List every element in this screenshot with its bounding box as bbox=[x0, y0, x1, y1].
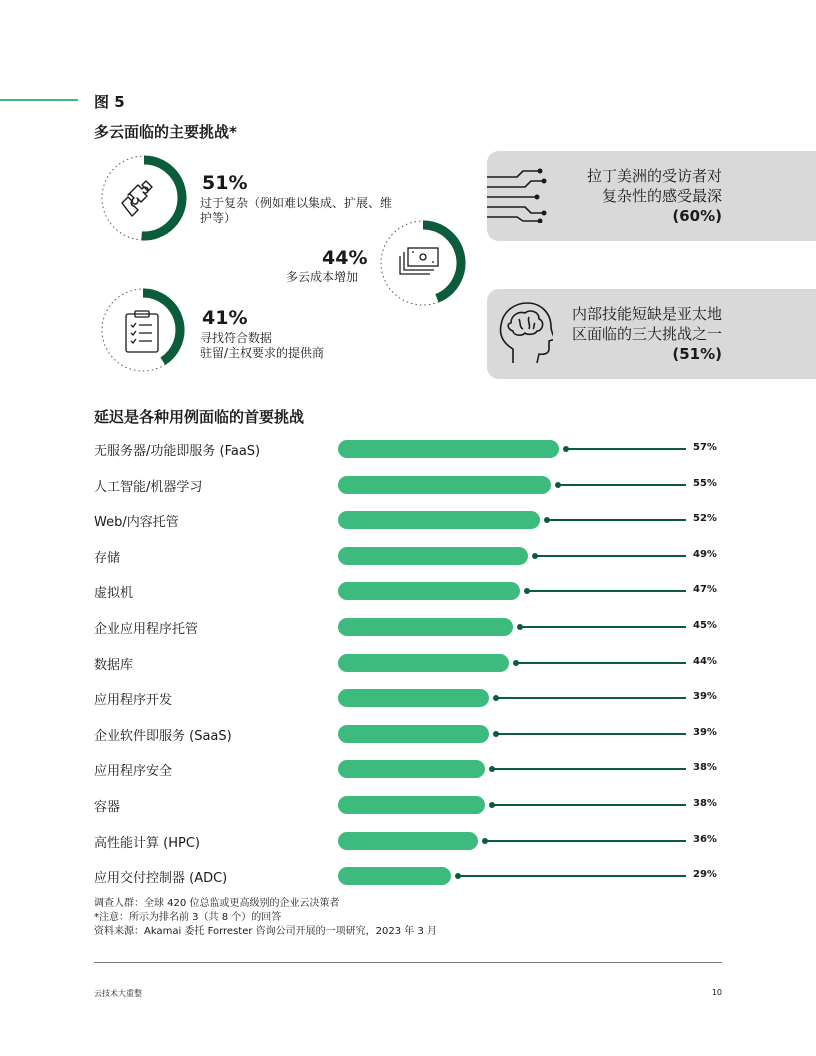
bar-value-label: 57% bbox=[693, 442, 717, 453]
puzzle-icon bbox=[122, 181, 152, 216]
ring-arc-44 bbox=[423, 225, 461, 298]
notes bbox=[94, 897, 437, 939]
bar bbox=[338, 796, 485, 814]
bar-leader-line bbox=[516, 662, 686, 664]
bar-value-label: 49% bbox=[693, 548, 717, 560]
bar-row bbox=[0, 546, 816, 566]
callout-apac-line3: (51%) bbox=[672, 345, 722, 363]
bar-leader-line bbox=[558, 484, 686, 486]
bar bbox=[338, 476, 551, 494]
bar-leader-line bbox=[527, 590, 686, 592]
stat-desc-complexity bbox=[200, 196, 392, 226]
stat-desc-residency-line1: 寻找符合数据 bbox=[200, 331, 273, 345]
circuit-icon bbox=[487, 167, 553, 223]
checklist-icon bbox=[126, 311, 158, 352]
footer-rule bbox=[94, 962, 722, 963]
bar-leader-line bbox=[520, 626, 686, 628]
callout-latam bbox=[487, 151, 816, 241]
bar-value-label: 39% bbox=[693, 691, 717, 703]
ring-chart-complexity bbox=[101, 150, 187, 246]
brain-head-icon bbox=[497, 301, 553, 365]
bar-row bbox=[0, 795, 816, 815]
callout-apac bbox=[487, 289, 816, 379]
note-source: 资料来源：Akamai 委托 Forrester 咨询公司开展的一项研究，2023 年 3 月 bbox=[94, 926, 438, 937]
bar bbox=[338, 832, 478, 850]
figure-label: 图 5 bbox=[94, 93, 125, 111]
bar-leader-line bbox=[566, 448, 686, 450]
stat-desc-residency-line2: 驻留/主权要求的提供商 bbox=[200, 346, 325, 360]
bar-value-label: 38% bbox=[693, 762, 717, 774]
bar-value-label: 45% bbox=[693, 620, 717, 631]
bar-label: 企业应用程序托管 bbox=[94, 622, 199, 637]
bar-row bbox=[0, 617, 816, 637]
bar-row bbox=[0, 581, 816, 601]
callout-latam-line3: (60%) bbox=[672, 207, 722, 225]
bar-row bbox=[0, 866, 816, 886]
bar-label: 企业软件即服务 (SaaS) bbox=[94, 728, 232, 744]
callout-latam-text bbox=[587, 166, 722, 226]
bar-label: 容器 bbox=[94, 800, 121, 815]
note-caveat: *注意：所示为排名前 3（共 8 个）的回答 bbox=[94, 912, 282, 923]
bar-leader-line bbox=[458, 875, 686, 877]
page-number: 10 bbox=[711, 988, 722, 997]
figure-title: 多云面临的主要挑战* bbox=[94, 123, 237, 141]
bar-label: 存储 bbox=[94, 550, 121, 566]
callout-apac-line1: 内部技能短缺是亚太地 bbox=[571, 305, 722, 323]
bar-leader-line bbox=[535, 555, 686, 557]
bar-label: 应用程序安全 bbox=[94, 764, 173, 780]
bar-row bbox=[0, 475, 816, 495]
stat-desc-residency bbox=[200, 331, 324, 361]
bar-label: 应用程序开发 bbox=[94, 693, 173, 709]
bar-label: 应用交付控制器 (ADC) bbox=[94, 871, 228, 887]
bar-row bbox=[0, 831, 816, 851]
footer-title: 云技术大重整 bbox=[94, 989, 142, 998]
bar bbox=[338, 867, 451, 885]
bar-value-label: 44% bbox=[693, 655, 717, 667]
bar-label: 人工智能/机器学习 bbox=[94, 479, 203, 495]
bar-label: 虚拟机 bbox=[94, 586, 134, 602]
callout-latam-line2: 复杂性的感受最深 bbox=[601, 187, 722, 205]
bar-value-label: 47% bbox=[693, 584, 717, 596]
bar-leader-line bbox=[496, 697, 686, 699]
bar-value-label: 39% bbox=[693, 726, 717, 738]
note-survey: 调查人群：全球 420 位总监或更高级别的企业云决策者 bbox=[94, 898, 340, 909]
bar bbox=[338, 511, 540, 529]
bar-label: 高性能计算 (HPC) bbox=[94, 835, 200, 851]
ring-arc-51 bbox=[142, 160, 182, 236]
bar-leader-line bbox=[492, 768, 686, 770]
bar-label: 数据库 bbox=[94, 657, 134, 673]
bar-value-label: 52% bbox=[693, 513, 717, 525]
bar-row bbox=[0, 724, 816, 744]
money-icon bbox=[400, 248, 438, 274]
bar-value-label: 29% bbox=[693, 869, 717, 881]
ring-chart-residency bbox=[101, 286, 189, 374]
bar-row bbox=[0, 653, 816, 673]
bar bbox=[338, 618, 513, 636]
accent-line bbox=[0, 99, 78, 101]
bar-value-label: 38% bbox=[693, 798, 717, 809]
ring-chart-cost bbox=[378, 216, 468, 310]
stat-desc-cost bbox=[286, 270, 358, 285]
bar-row bbox=[0, 510, 816, 530]
stat-desc-cost-line1: 多云成本增加 bbox=[286, 270, 359, 284]
bar bbox=[338, 654, 509, 672]
bar-leader-line bbox=[547, 519, 686, 521]
bar bbox=[338, 547, 528, 565]
bar-value-label: 36% bbox=[693, 833, 717, 845]
bar bbox=[338, 440, 559, 458]
bar-label: 无服务器/功能即服务 (FaaS) bbox=[94, 444, 261, 459]
bar-label: Web/内容托管 bbox=[94, 515, 179, 531]
bar bbox=[338, 760, 485, 778]
stat-desc-complexity-line2: 护等） bbox=[200, 211, 237, 225]
stat-pct-residency: 41% bbox=[202, 307, 248, 329]
section-title: 延迟是各种用例面临的首要挑战 bbox=[94, 408, 305, 426]
stat-pct-complexity: 51% bbox=[202, 172, 248, 194]
bar-leader-line bbox=[496, 733, 686, 735]
bar-leader-line bbox=[485, 840, 686, 842]
stat-desc-complexity-line1: 过于复杂（例如难以集成、扩展、维 bbox=[200, 196, 393, 210]
stat-pct-cost: 44% bbox=[322, 247, 368, 269]
bar bbox=[338, 582, 520, 600]
bar-row bbox=[0, 759, 816, 779]
bar-row bbox=[0, 439, 816, 459]
callout-latam-line1: 拉丁美洲的受访者对 bbox=[586, 167, 722, 185]
bar-value-label: 55% bbox=[693, 477, 717, 489]
ring-arc-41 bbox=[143, 293, 180, 361]
bar-row bbox=[0, 688, 816, 708]
bar-leader-line bbox=[492, 804, 686, 806]
callout-apac-text bbox=[572, 304, 722, 364]
bar bbox=[338, 689, 489, 707]
bar bbox=[338, 725, 489, 743]
callout-apac-line2: 区面临的三大挑战之一 bbox=[571, 325, 722, 343]
